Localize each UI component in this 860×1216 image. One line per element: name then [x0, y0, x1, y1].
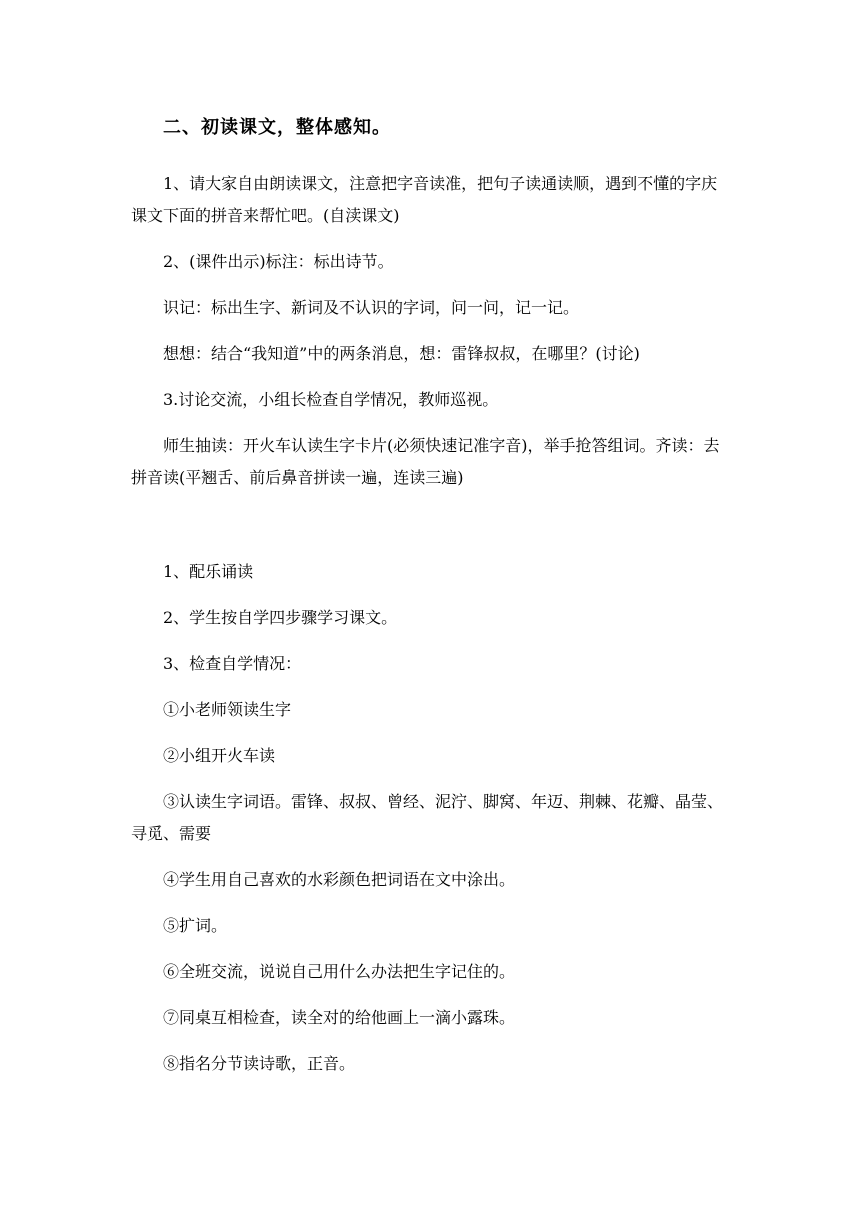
list-item-word-recognition: ③认读生字词语。雷锋、叔叔、曾经、泥泞、脚窝、年迈、荆棘、花瓣、晶莹、寻觅、需要 [131, 792, 724, 843]
list-item-class-exchange: ⑥全班交流，说说自己用什么办法把生字记住的。 [163, 962, 516, 981]
paragraph-check-self-study: 3、检查自学情况： [163, 654, 302, 673]
paragraph-four-steps: 2、学生按自学四步骤学习课文。 [163, 608, 398, 627]
list-item-train-reading: ②小组开火车读 [163, 746, 276, 765]
list-item-expand-words: ⑤扩词。 [163, 916, 228, 935]
paragraph-read-aloud: 1、请大家自由朗读课文，注意把字音读准，把句子读通读顺，遇到不懂的字庆课文下面的拼音来帮忙吧。(自渎课文) [131, 174, 718, 225]
paragraph-memorize: 识记：标出生字、新词及不认识的字词，问一问，记一记。 [163, 298, 580, 317]
paragraph-discuss: 3.讨论交流，小组长检查自学情况，教师巡视。 [163, 390, 499, 409]
paragraph-music-reading: 1、配乐诵读 [163, 562, 254, 581]
list-item-section-reading: ⑧指名分节读诗歌，正音。 [163, 1054, 356, 1073]
list-item-peer-check: ⑦同桌互相检查，读全对的给他画上一滴小露珠。 [163, 1008, 516, 1027]
section-heading: 二、初读课文，整体感知。 [163, 117, 391, 138]
list-item-lead-reading: ①小老师领读生字 [163, 700, 292, 719]
paragraph-spot-reading: 师生抽读：开火车认读生字卡片(必须快速记准字音)，举手抢答组词。齐读：去拼音读(平翘舌、前后鼻音拼读一遍，连读三遍) [131, 436, 720, 487]
paragraph-mark-stanzas: 2、(课件出示)标注：标出诗节。 [163, 252, 394, 271]
paragraph-think: 想想：结合“我知道”中的两条消息，想：雷锋叔叔，在哪里？(讨论) [163, 344, 640, 363]
list-item-color-words: ④学生用自己喜欢的水彩颜色把词语在文中涂出。 [163, 870, 516, 889]
